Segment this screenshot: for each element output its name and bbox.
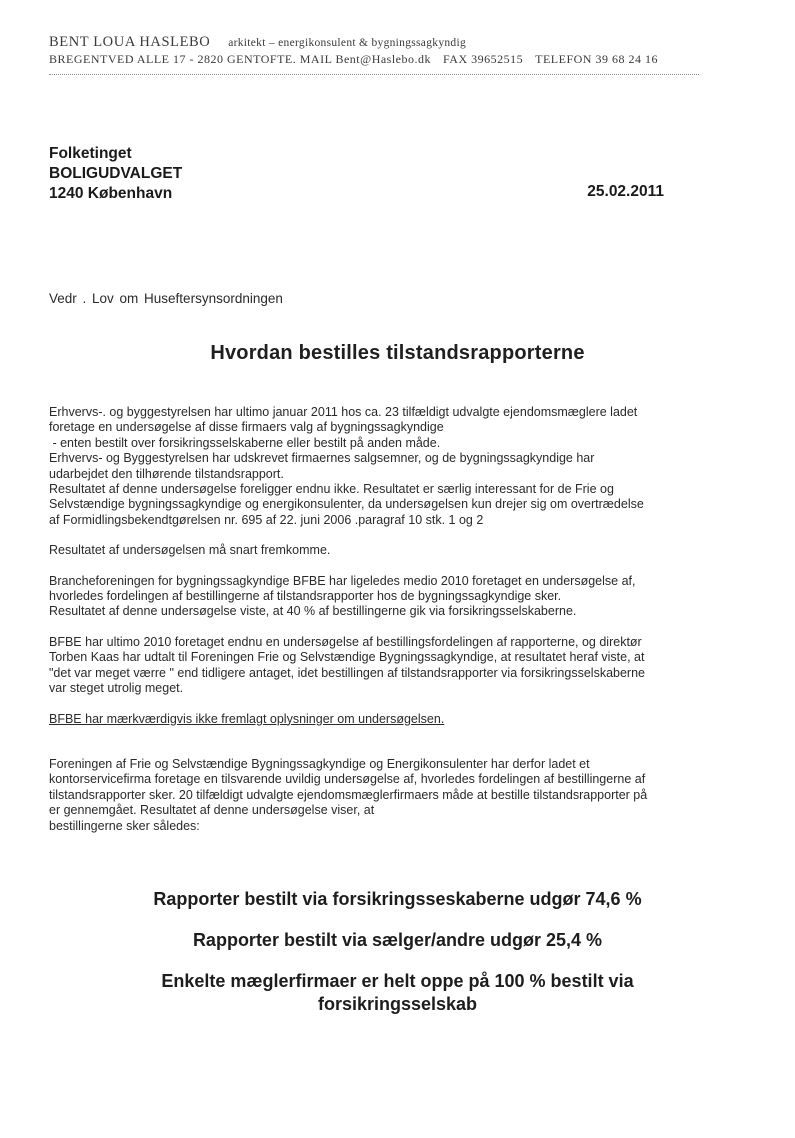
letter-body: [49, 405, 729, 834]
text-line: Torben Kaas har udtalt til Foreningen Frie og Selvstændige Bygningssagkyndige, at resultatet heraf viste, at: [49, 650, 645, 665]
letterhead-fax: FAX 39652515: [443, 52, 524, 66]
text-line: Erhvervs- og Byggestyrelsen har udskrevet firmaernes salgsemner, og de bygningssagkyndige har: [49, 451, 595, 466]
letterhead-line1: [49, 34, 749, 51]
letterhead-description: arkitekt – energikonsulent & bygningssagkyndig: [228, 37, 467, 49]
result-seller: Rapporter bestilt via sælger/andre udgør 25,4 %: [192, 930, 603, 950]
text-line: Erhvervs-. og byggestyrelsen har ultimo januar 2011 hos ca. 23 tilfældigt udvalgte ejendomsmæglere ladet: [49, 405, 638, 419]
text-line: tilstandsrapporter sker. 20 tilfældigt udvalgte ejendomsmæglerfirmaers måde at bestille tilstandsrapporter på: [49, 787, 648, 802]
letterhead-line2: [49, 52, 749, 67]
text-line: bestillingerne sker således:: [49, 818, 200, 833]
text-line: Brancheforeningen for bygningssagkyndige BFBE har ligeledes medio 2010 foretaget en undersøgelse af,: [49, 573, 636, 588]
paragraph-3: [49, 574, 729, 620]
paragraph-1: [49, 405, 729, 528]
paragraph-4: [49, 635, 729, 697]
letterhead: [49, 34, 749, 67]
text-line: - enten bestilt over forsikringsselskaberne eller bestilt på anden måde.: [49, 435, 441, 450]
headline: Hvordan bestilles tilstandsrapporterne: [210, 342, 585, 364]
text-line: er gennemgået. Resultatet af denne undersøgelse viser, at: [49, 803, 375, 818]
text-line: kontorservicefirma foretage en tilsvarende uvildig undersøgelse af, hvorledes fordelingen af bestillingerne af: [49, 772, 646, 787]
recipient-line: Folketinget: [49, 145, 132, 162]
paragraph-6: [49, 757, 729, 834]
underlined-note: BFBE har mærkværdigvis ikke fremlagt oplysninger om undersøgelsen.: [49, 711, 445, 726]
text-line: af Formidlingsbekendtgørelsen nr. 695 af 22. juni 2006 .paragraf 10 stk. 1 og 2: [49, 512, 484, 527]
text-line: var steget utrolig meget.: [49, 681, 184, 696]
text-line: foretage en undersøgelse af disse firmaers valg af bygningssagkyndige: [49, 420, 444, 435]
text-line: Resultatet af undersøgelsen må snart fremkomme.: [49, 543, 331, 558]
text-line: BFBE har ultimo 2010 foretaget endnu en undersøgelse af bestillingsfordelingen af rapporterne, og direktør: [49, 634, 642, 649]
text-line: Selvstændige bygningssagkyndige og energikonsulenter, da undersøgelsen kun drejer sig om overtrædelse: [49, 497, 644, 512]
letterhead-phone: TELEFON 39 68 24 16: [535, 52, 658, 66]
result-brokers-line2: forsikringsselskab: [317, 994, 478, 1014]
result-insurance: Rapporter bestilt via forsikringsseskaberne udgør 74,6 %: [153, 889, 642, 909]
text-line: udarbejdet den tilhørende tilstandsrapport.: [49, 466, 284, 481]
recipient-line: 1240 København: [49, 185, 173, 202]
letterhead-divider: [49, 74, 699, 75]
text-line: Resultatet af denne undersøgelse viste, at 40 % af bestillingerne gik via forsikringsselskaberne.: [49, 604, 577, 619]
letterhead-name: BENT LOUA HASLEBO: [49, 34, 211, 50]
text-line: Resultatet af denne undersøgelse foreligger endnu ikke. Resultatet er særlig interessant for de Frie og: [49, 482, 614, 497]
letterhead-address: BREGENTVED ALLE 17 - 2820 GENTOFTE. MAIL Bent@Haslebo.dk: [49, 52, 432, 66]
text-line: Foreningen af Frie og Selvstændige Bygningssagkyndige og Energikonsulenter har derfor ladet et: [49, 756, 590, 771]
paragraph-2: [49, 543, 729, 558]
letter-date: 25.02.2011: [587, 183, 664, 200]
result-brokers-line1: Enkelte mæglerfirmaer er helt oppe på 100 % bestilt via: [161, 971, 634, 991]
recipient-line: BOLIGUDVALGET: [49, 165, 183, 182]
paragraph-5: [49, 712, 729, 727]
subject-line: Vedr . Lov om Huseftersynsordningen: [49, 291, 283, 306]
text-line: hvorledes fordelingen af bestillingerne af tilstandsrapporter hos de bygningssagkyndige sker.: [49, 589, 562, 604]
text-line: "det var meget værre " end tidligere antaget, idet bestillingen af tilstandsrapporter via forsikringsselskaberne: [49, 665, 645, 680]
results-block: [0, 888, 795, 1016]
recipient-block: [49, 144, 182, 204]
